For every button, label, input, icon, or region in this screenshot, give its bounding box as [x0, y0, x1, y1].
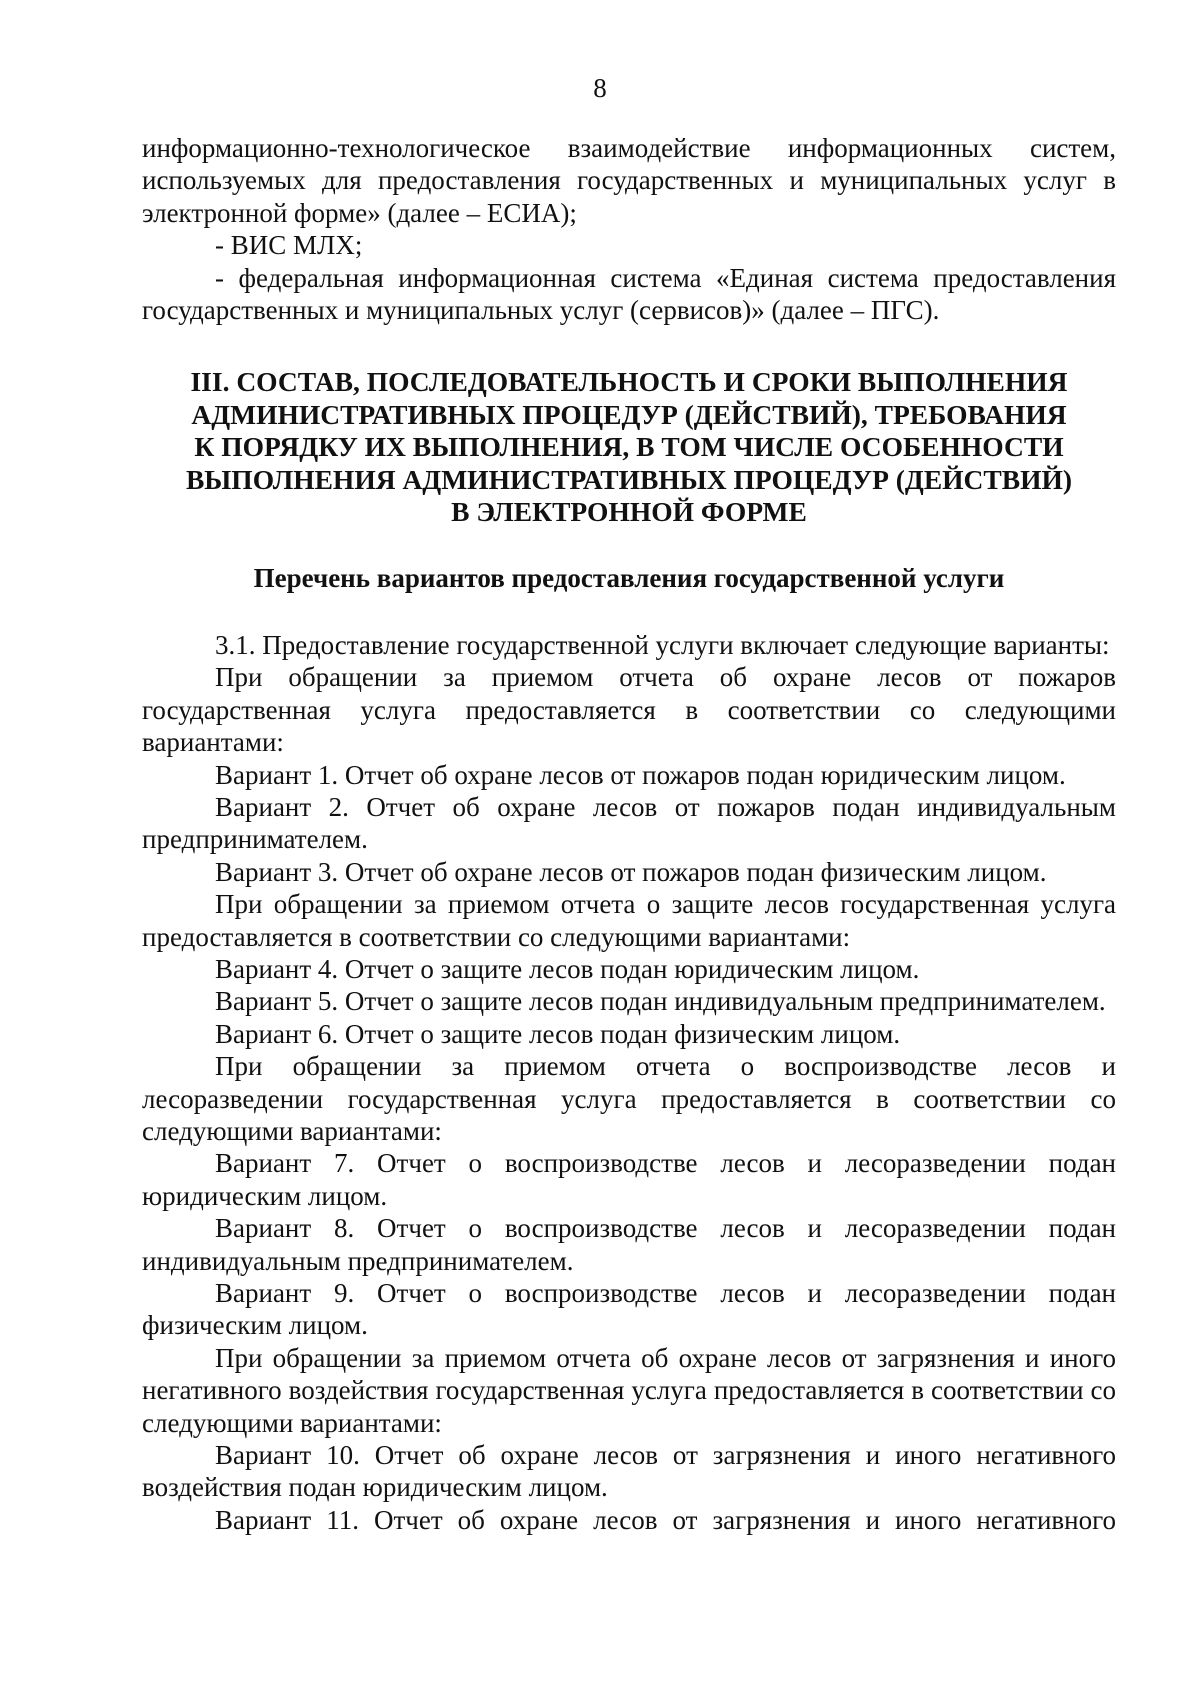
- section-title-line: В ЭЛЕКТРОННОЙ ФОРМЕ: [451, 496, 807, 528]
- section-title-line: К ПОРЯДКУ ИХ ВЫПОЛНЕНИЯ, В ТОМ ЧИСЛЕ ОСОБЕННОСТИ: [194, 431, 1064, 463]
- paragraph-variant-6: Вариант 6. Отчет о защите лесов подан физическим лицом.: [215, 1018, 901, 1049]
- paragraph-variant-4: Вариант 4. Отчет о защите лесов подан юридическим лицом.: [215, 953, 920, 984]
- paragraph-variant-1: Вариант 1. Отчет об охране лесов от пожаров подан юридическим лицом.: [215, 759, 1066, 790]
- paragraph-variant-2: Вариант 2. Отчет об охране лесов от пожаров подан индивидуальным предпринимателем.: [142, 791, 1116, 855]
- section-title-line: III. СОСТАВ, ПОСЛЕДОВАТЕЛЬНОСТЬ И СРОКИ ВЫПОЛНЕНИЯ: [190, 366, 1068, 398]
- document-body: [142, 132, 1116, 1536]
- subsection-title: Перечень вариантов предоставления государственной услуги: [253, 563, 1005, 594]
- paragraph-variant-5: Вариант 5. Отчет о защите лесов подан индивидуальным предпринимателем.: [215, 986, 1106, 1017]
- paragraph-variant-3: Вариант 3. Отчет об охране лесов от пожаров подан физическим лицом.: [215, 856, 1047, 887]
- paragraph-variant-9: Вариант 9. Отчет о воспроизводстве лесов и лесоразведении подан физическим лицом.: [142, 1278, 1116, 1341]
- paragraph-variant-11: Вариант 11. Отчет об охране лесов от загрязнения и иного негативного: [215, 1504, 1116, 1535]
- paragraph-forest-defense-intro: При обращении за приемом отчета о защите лесов государственная услуга предоставляется в соответствии со следующими вариантами:: [142, 889, 1116, 952]
- section-title-line: ВЫПОЛНЕНИЯ АДМИНИСТРАТИВНЫХ ПРОЦЕДУР (ДЕЙСТВИЙ): [185, 463, 1073, 495]
- paragraph-pgs: - федеральная информационная система «Единая система предоставления государственных и муниципальных услуг (сервисов)» (далее – ПГС).: [142, 262, 1116, 326]
- section-title: [142, 366, 1116, 528]
- paragraph-variant-10: Вариант 10. Отчет об охране лесов от загрязнения и иного негативного воздействия подан юридическим лицом.: [142, 1440, 1116, 1503]
- paragraph-reproduction-intro: При обращении за приемом отчета о воспроизводстве лесов и лесоразведении государственная услуга предоставляется в соответствии со следующими вариантами:: [142, 1051, 1116, 1146]
- paragraph-variant-7: Вариант 7. Отчет о воспроизводстве лесов и лесоразведении подан юридическим лицом.: [142, 1148, 1116, 1211]
- section-title-line: АДМИНИСТРАТИВНЫХ ПРОЦЕДУР (ДЕЙСТВИЙ), ТРЕБОВАНИЯ: [191, 398, 1067, 430]
- paragraph-esia-continuation: информационно-технологическое взаимодействие информационных систем, используемых для предоставления государственных и муниципальных услуг в электронной форме» (далее – ЕСИА);: [142, 133, 1116, 228]
- paragraph-variant-8: Вариант 8. Отчет о воспроизводстве лесов и лесоразведении подан индивидуальным предпринимателем.: [142, 1213, 1116, 1276]
- paragraph-3-1: 3.1. Предоставление государственной услуги включает следующие варианты:: [215, 629, 1110, 660]
- page-number: 8: [593, 73, 607, 103]
- paragraph-pollution-intro: При обращении за приемом отчета об охране лесов от загрязнения и иного негативного воздействия государственная услуга предоставляется в соответствии со следующими вариантами:: [142, 1342, 1116, 1438]
- paragraph-fire-protection-intro: При обращении за приемом отчета об охране лесов от пожаров государственная услуга предоставляется в соответствии со следующими вариантами:: [142, 662, 1116, 758]
- paragraph-vis-mlh: - ВИС МЛХ;: [215, 230, 363, 261]
